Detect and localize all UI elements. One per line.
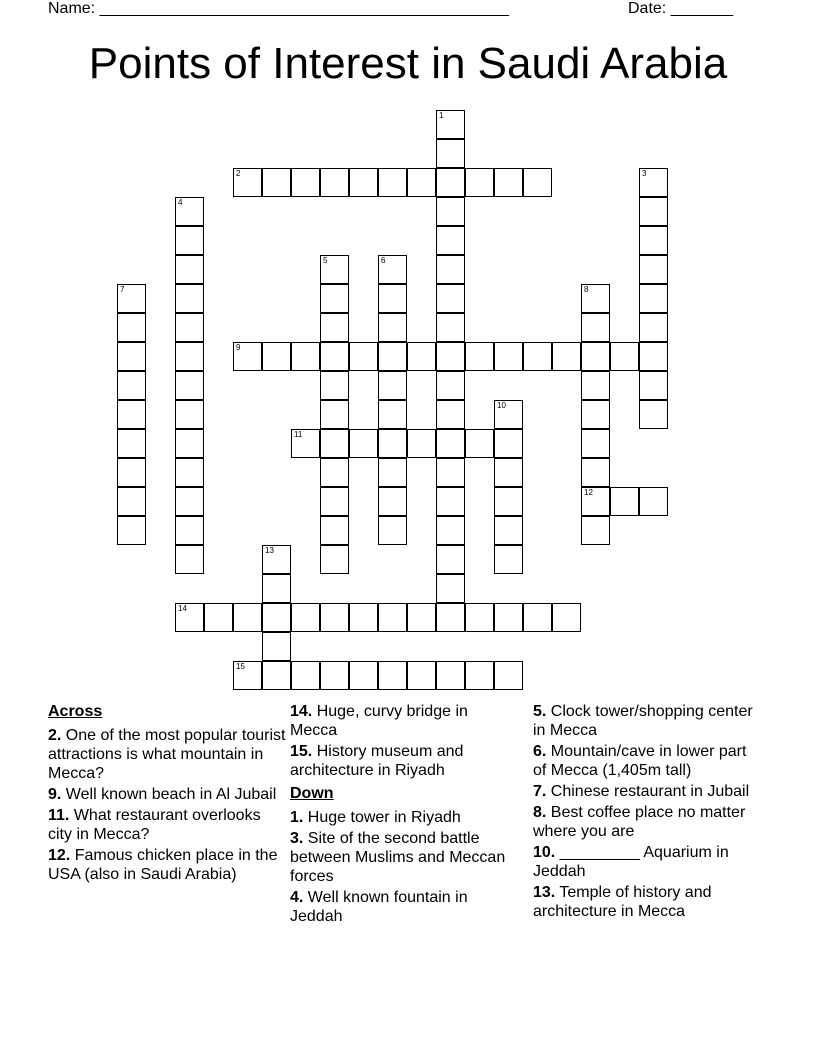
clue-across-14: 14. Huge, curvy bridge in Mecca	[290, 703, 468, 739]
crossword-cell[interactable]	[320, 458, 349, 487]
crossword-cell[interactable]	[291, 603, 320, 632]
crossword-cell[interactable]	[262, 342, 291, 371]
crossword-cell[interactable]	[581, 516, 610, 545]
crossword-cell[interactable]	[407, 168, 436, 197]
crossword-cell[interactable]	[117, 284, 146, 313]
clue-number: 12	[584, 488, 593, 497]
crossword-cell[interactable]	[523, 603, 552, 632]
clue-down-3: 3. Site of the second battle between Muslims and Meccan forces	[290, 830, 506, 885]
crossword-cell[interactable]	[552, 603, 581, 632]
crossword-cell[interactable]	[378, 168, 407, 197]
crossword-cell[interactable]	[494, 342, 523, 371]
crossword-cell[interactable]	[320, 603, 349, 632]
crossword-cell[interactable]	[378, 487, 407, 516]
crossword-cell[interactable]	[436, 226, 465, 255]
crossword-cell[interactable]	[378, 603, 407, 632]
clue-down-1: 1. Huge tower in Riyadh	[290, 809, 461, 826]
crossword-cell[interactable]	[436, 603, 465, 632]
crossword-cell[interactable]	[581, 313, 610, 342]
clue-number: 11	[294, 430, 303, 439]
clue-down-10: 10. _________ Aquarium in Jeddah	[533, 844, 729, 880]
clues-column-3	[533, 702, 758, 923]
crossword-cell[interactable]	[378, 255, 407, 284]
crossword-cell[interactable]	[233, 603, 262, 632]
crossword-cell[interactable]	[349, 342, 378, 371]
crossword-cell[interactable]	[639, 487, 668, 516]
crossword-cell[interactable]	[291, 429, 320, 458]
crossword-cell[interactable]	[407, 603, 436, 632]
crossword-cell[interactable]	[494, 168, 523, 197]
crossword-cell[interactable]	[436, 545, 465, 574]
crossword-cell[interactable]	[262, 574, 291, 603]
date-field[interactable]: Date: _______	[628, 0, 733, 17]
crossword-cell[interactable]	[436, 197, 465, 226]
crossword-cell[interactable]	[262, 661, 291, 690]
crossword-cell[interactable]	[378, 313, 407, 342]
crossword-cell[interactable]	[610, 342, 639, 371]
crossword-cell[interactable]	[175, 487, 204, 516]
crossword-cell[interactable]	[581, 429, 610, 458]
crossword-cell[interactable]	[581, 400, 610, 429]
clue-number: 9	[236, 343, 241, 352]
clue-down-8: 8. Best coffee place no matter where you are	[533, 804, 746, 840]
crossword-cell[interactable]	[436, 255, 465, 284]
crossword-cell[interactable]	[407, 661, 436, 690]
crossword-cell[interactable]	[465, 168, 494, 197]
crossword-cell[interactable]	[494, 516, 523, 545]
crossword-cell[interactable]	[175, 545, 204, 574]
clues-column-1	[48, 702, 288, 886]
crossword-cell[interactable]	[175, 603, 204, 632]
crossword-cell[interactable]	[320, 284, 349, 313]
crossword-cell[interactable]	[291, 661, 320, 690]
crossword-cell[interactable]	[639, 400, 668, 429]
crossword-cell[interactable]	[436, 168, 465, 197]
crossword-cell[interactable]	[117, 400, 146, 429]
crossword-cell[interactable]	[233, 342, 262, 371]
crossword-cell[interactable]	[262, 545, 291, 574]
clue-down-13: 13. Temple of history and architecture in Mecca	[533, 884, 712, 920]
crossword-cell[interactable]	[639, 168, 668, 197]
clue-number: 3	[642, 169, 647, 178]
crossword-cell[interactable]	[639, 226, 668, 255]
clue-across-2: 2. One of the most popular tourist attractions is what mountain in Mecca?	[48, 727, 286, 782]
crossword-cell[interactable]	[320, 342, 349, 371]
clue-number: 8	[584, 285, 589, 294]
crossword-cell[interactable]	[581, 487, 610, 516]
crossword-cell[interactable]	[117, 516, 146, 545]
crossword-cell[interactable]	[494, 429, 523, 458]
crossword-cell[interactable]	[465, 429, 494, 458]
clue-down-5: 5. Clock tower/shopping center in Mecca	[533, 703, 753, 739]
crossword-cell[interactable]	[523, 168, 552, 197]
clue-number: 15	[236, 662, 245, 671]
crossword-cell[interactable]	[581, 458, 610, 487]
crossword-cell[interactable]	[378, 400, 407, 429]
crossword-cell[interactable]	[494, 400, 523, 429]
crossword-cell[interactable]	[349, 168, 378, 197]
crossword-cell[interactable]	[117, 429, 146, 458]
crossword-cell[interactable]	[349, 661, 378, 690]
crossword-cell[interactable]	[407, 342, 436, 371]
crossword-cell[interactable]	[494, 545, 523, 574]
crossword-cell[interactable]	[175, 371, 204, 400]
crossword-cell[interactable]	[262, 168, 291, 197]
clue-number: 4	[178, 198, 183, 207]
crossword-cell[interactable]	[494, 487, 523, 516]
clue-number: 10	[497, 401, 506, 410]
crossword-cell[interactable]	[378, 661, 407, 690]
crossword-cell[interactable]	[175, 516, 204, 545]
crossword-cell[interactable]	[494, 458, 523, 487]
crossword-cell[interactable]	[436, 284, 465, 313]
crossword-cell[interactable]	[581, 284, 610, 313]
crossword-cell[interactable]	[436, 400, 465, 429]
crossword-cell[interactable]	[320, 661, 349, 690]
crossword-cell[interactable]	[320, 400, 349, 429]
clue-number: 7	[120, 285, 125, 294]
crossword-cell[interactable]	[436, 487, 465, 516]
across-heading: Across	[48, 703, 103, 720]
crossword-cell[interactable]	[320, 429, 349, 458]
crossword-cell[interactable]	[349, 429, 378, 458]
crossword-cell[interactable]	[436, 313, 465, 342]
crossword-cell[interactable]	[233, 168, 262, 197]
crossword-cell[interactable]	[175, 342, 204, 371]
crossword-cell[interactable]	[175, 226, 204, 255]
crossword-cell[interactable]	[117, 371, 146, 400]
crossword-cell[interactable]	[436, 429, 465, 458]
clues-column-2	[290, 702, 515, 928]
crossword-cell[interactable]	[291, 168, 320, 197]
clue-across-15: 15. History museum and architecture in Riyadh	[290, 743, 464, 779]
crossword-cell[interactable]	[378, 516, 407, 545]
crossword-cell[interactable]	[378, 284, 407, 313]
clue-number: 6	[381, 256, 386, 265]
crossword-cell[interactable]	[291, 342, 320, 371]
crossword-cell[interactable]	[175, 429, 204, 458]
crossword-cell[interactable]	[378, 342, 407, 371]
crossword-cell[interactable]	[639, 313, 668, 342]
crossword-cell[interactable]	[320, 168, 349, 197]
crossword-cell[interactable]	[175, 458, 204, 487]
name-field[interactable]: Name: ______________________________________________	[48, 0, 509, 17]
crossword-cell[interactable]	[175, 313, 204, 342]
crossword-cell[interactable]	[117, 458, 146, 487]
crossword-cell[interactable]	[175, 284, 204, 313]
clue-across-11: 11. What restaurant overlooks city in Mecca?	[48, 807, 261, 843]
crossword-cell[interactable]	[436, 458, 465, 487]
crossword-cell[interactable]	[436, 371, 465, 400]
crossword-cell[interactable]	[494, 661, 523, 690]
crossword-cell[interactable]	[175, 400, 204, 429]
crossword-cell[interactable]	[378, 458, 407, 487]
crossword-cell[interactable]	[262, 632, 291, 661]
crossword-cell[interactable]	[320, 371, 349, 400]
crossword-cell[interactable]	[639, 197, 668, 226]
crossword-cell[interactable]	[436, 110, 465, 139]
crossword-cell[interactable]	[233, 661, 262, 690]
crossword-cell[interactable]	[523, 342, 552, 371]
clue-down-7: 7. Chinese restaurant in Jubail	[533, 783, 750, 800]
crossword-cell[interactable]	[465, 342, 494, 371]
clue-number: 13	[265, 546, 274, 555]
crossword-cell[interactable]	[320, 545, 349, 574]
crossword-cell[interactable]	[320, 255, 349, 284]
crossword-cell[interactable]	[581, 342, 610, 371]
crossword-cell[interactable]	[204, 603, 233, 632]
crossword-cell[interactable]	[349, 603, 378, 632]
crossword-cell[interactable]	[639, 371, 668, 400]
crossword-cell[interactable]	[378, 429, 407, 458]
crossword-cell[interactable]	[175, 197, 204, 226]
crossword-cell[interactable]	[494, 603, 523, 632]
clue-number: 14	[178, 604, 187, 613]
crossword-cell[interactable]	[639, 284, 668, 313]
clue-down-4: 4. Well known fountain in Jeddah	[290, 889, 468, 925]
crossword-cell[interactable]	[436, 574, 465, 603]
crossword-cell[interactable]	[117, 342, 146, 371]
crossword-cell[interactable]	[639, 342, 668, 371]
crossword-cell[interactable]	[465, 603, 494, 632]
crossword-cell[interactable]	[175, 255, 204, 284]
crossword-cell[interactable]	[320, 313, 349, 342]
clue-across-9: 9. Well known beach in Al Jubail	[48, 786, 277, 803]
crossword-cell[interactable]	[378, 371, 407, 400]
clue-across-12: 12. Famous chicken place in the USA (also in Saudi Arabia)	[48, 847, 278, 883]
down-heading: Down	[290, 785, 334, 802]
page-title: Points of Interest in Saudi Arabia	[88, 39, 728, 88]
crossword-cell[interactable]	[117, 313, 146, 342]
crossword-cell[interactable]	[581, 371, 610, 400]
crossword-cell[interactable]	[552, 342, 581, 371]
crossword-cell[interactable]	[465, 661, 494, 690]
crossword-cell[interactable]	[320, 516, 349, 545]
crossword-cell[interactable]	[262, 603, 291, 632]
crossword-cell[interactable]	[320, 487, 349, 516]
clue-number: 5	[323, 256, 328, 265]
crossword-cell[interactable]	[610, 487, 639, 516]
clue-number: 1	[439, 111, 444, 120]
crossword-cell[interactable]	[436, 516, 465, 545]
clue-number: 2	[236, 169, 241, 178]
crossword-cell[interactable]	[436, 139, 465, 168]
clue-down-6: 6. Mountain/cave in lower part of Mecca (1,405m tall)	[533, 743, 747, 779]
crossword-cell[interactable]	[407, 429, 436, 458]
crossword-cell[interactable]	[639, 255, 668, 284]
crossword-cell[interactable]	[436, 661, 465, 690]
crossword-cell[interactable]	[436, 342, 465, 371]
crossword-cell[interactable]	[117, 487, 146, 516]
